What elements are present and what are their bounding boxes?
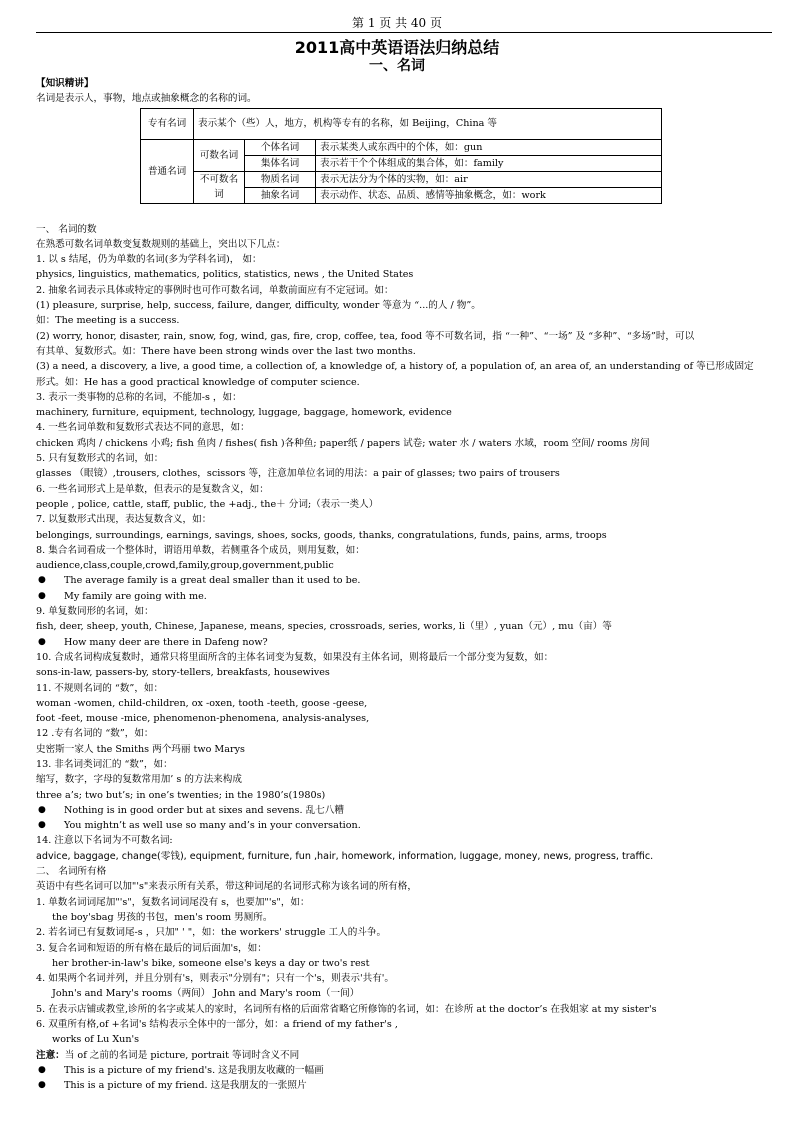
text-line: foot -feet, mouse -mice, phenomenon-phenomena, analysis-analyses, [36,713,370,725]
text-line: audience,class,couple,crowd,family,group,government,public [36,560,334,572]
noun-type-desc: 表示某类人或东西中的个体，如：gun [316,139,662,155]
text-line: 10. 合成名词构成复数时，通常只将里面所含的主体名词变为复数，如果没有主体名词，则将最后一个部分变为复数，如： [36,651,554,663]
text-line: 4. 一些名词单数和复数形式表达不同的意思，如： [36,422,250,434]
text-line: 5. 在表示店铺或教堂,诊所的名字或某人的家时，名词所有格的后面常省略它所修饰的名词，如：在诊所 at the doctor’s 在我姐家 at my sister's [36,1003,657,1015]
text-line: 形式。如：He has a good practical knowledge of computer science. [36,376,360,388]
bullet-example: ● This is a picture of my friend's. 这是我朋友收藏的一幅画 [36,1063,776,1078]
noun-type-desc: 表示动作、状态、品质、感情等抽象概念，如：work [316,187,662,203]
text-line: John's and Mary's rooms（两间） John and Mary's room（一间） [52,988,360,1000]
noun-type-desc: 表示若干个个体组成的集合体，如：family [316,155,662,171]
bullet-example: ● How many deer are there in Dafeng now? [36,635,776,650]
text-line: physics, linguistics, mathematics, politics, statistics, news , the United States [36,269,414,281]
text-line: fish, deer, sheep, youth, Chinese, Japanese, means, species, crossroads, series, works, li（里）, yuan（元）, mu（亩）等 [36,621,612,633]
section-title: 一、名词 [369,58,425,74]
noun-type: 物质名词 [245,171,316,187]
text-line: 3. 表示一类事物的总称的名词，不能加-s ，如： [36,391,242,403]
text-line: belongings, surroundings, earnings, savings, shoes, socks, goods, thanks, congratulations, funds, pains, arms, troops [36,529,607,541]
intro-text: 名词是表示人，事物，地点或抽象概念的名称的词。 [36,93,257,105]
noun-type-desc: 表示无法分为个体的实物，如：air [316,171,662,187]
text-line: (1) pleasure, surprise, help, success, failure, danger, difficulty, wonder 等意为 “...的人 / 物”。 [36,300,481,312]
noun-type: 个体名词 [245,139,316,155]
bullet-example: ● My family are going with me. [36,589,776,604]
text-line: 13. 非名词类词汇的 “数”，如： [36,758,173,770]
text-line: 7. 以复数形式出现，表达复数含义，如： [36,514,212,526]
text-line: machinery, furniture, equipment, technology, luggage, baggage, homework, evidence [36,407,452,419]
text-line: 2. 抽象名词表示具体或特定的事例时也可作可数名词，单数前面应有不定冠词。如： [36,284,394,296]
text-line: 9. 单复数同形的名词，如： [36,606,154,618]
document-title: 2011高中英语语法归纳总结 [294,38,500,57]
text-line: advice, baggage, change(零钱), equipment, furniture, fun ,hair, homework, information, luggage, money, news, progress, traffic. [36,850,654,862]
text-line: 史密斯一家人 the Smiths 两个玛丽 two Marys [36,743,245,755]
document-body [36,76,776,1094]
proper-noun-label: 专有名词 [141,108,194,139]
bullet-example: ● Nothing is in good order but at sixes and sevens. 乱七八糟 [36,803,776,818]
text-line: 14. 注意以下名词为不可数名词: [36,835,173,847]
text-line: her brother-in-law's bike, someone else's keys a day or two's rest [52,957,370,969]
text-line: glasses （眼镜）,trousers, clothes，scissors 等，注意加单位名词的用法：a pair of glasses; two pairs of trousers [36,468,560,480]
bullet-example: ● You mightn’t as well use so many and’s in your conversation. [36,818,776,833]
note-text: 当 of 之前的名词是 picture, portrait 等词时含义不同 [64,1049,300,1061]
page-header: 第 1 页 共 40 页 [352,16,442,30]
text-line: 11. 不规则名词的 “数”，如： [36,682,164,694]
header-rule [36,32,772,33]
common-noun-label: 普通名词 [141,139,194,203]
uncountable-label: 不可数名词 [194,171,245,203]
note-line [36,1048,776,1063]
noun-type: 抽象名词 [245,187,316,203]
text-line: 缩写，数字，字母的复数常用加’ s 的方法来构成 [36,774,242,786]
text-line: 12 .专有名词的 “数”，如： [36,728,154,740]
text-line: works of Lu Xun's [52,1034,140,1046]
text-line: 有其单、复数形式。如：There have been strong winds over the last two months. [36,345,416,357]
text-line: sons-in-law, passers-by, story-tellers, breakfasts, housewives [36,667,330,679]
text-line: 5. 只有复数形式的名词，如： [36,453,164,465]
bullet-example: ● This is a picture of my friend. 这是我朋友的一张照片 [36,1078,776,1093]
proper-noun-desc: 表示某个（些）人，地方，机构等专有的名称，如 Beijing，China 等 [194,108,662,139]
text-line: 6. 一些名词形式上是单数，但表示的是复数含义，如： [36,483,269,495]
heading-noun-number: 一、 名词的数 [36,223,97,235]
text-line: 6. 双重所有格,of +名词's 结构表示全体中的一部分，如：a friend of my father's , [36,1019,398,1031]
noun-type: 集体名词 [245,155,316,171]
note-label: 注意： [36,1049,65,1061]
text-line: 1. 单数名词词尾加"'s"，复数名词词尾没有 s，也要加"'s"，如： [36,896,310,908]
text-line: people , police, cattle, staff, public, the +adj., the＋ 分词;（表示一类人） [36,498,379,510]
text-line: 3. 复合名词和短语的所有格在最后的词后面加's，如： [36,942,267,954]
text-line: 如：The meeting is a success. [36,315,180,327]
text-line: 在熟悉可数名词单数变复数规则的基础上，突出以下几点： [36,238,286,250]
text-line: (2) worry, honor, disaster, rain, snow, fog, wind, gas, fire, crop, coffee, tea, food 等不可数名词，指 “一种”、“一场” 及 “多种”、“多场”时，可以 [36,330,695,342]
text-line: 1. 以 s 结尾，仍为单数的名词(多为学科名词)， 如： [36,254,262,266]
heading-possessive: 二、 名词所有格 [36,866,107,878]
text-line: 8. 集合名词看成一个整体时，谓语用单数，若侧重各个成员，则用复数，如： [36,544,365,556]
text-line: (3) a need, a discovery, a live, a good time, a collection of, a knowledge of, a history of, a population of, an area of, an understanding of 等已形成固定 [36,361,754,373]
noun-category-table [140,108,662,204]
bullet-example: ● The average family is a great deal smaller than it used to be. [36,573,776,588]
text-line: the boy'sbag 男孩的书包，men's room 男厕所。 [52,911,273,923]
text-line: 4. 如果两个名词并列，并且分别有's，则表示"分别有"；只有一个's，则表示'共有'。 [36,973,395,985]
text-line: woman -women, child-children, ox -oxen, tooth -teeth, goose -geese, [36,697,368,709]
text-line: 2. 若名词已有复数词尾-s ，只加" ' "，如：the workers' struggle 工人的斗争。 [36,927,387,939]
text-line: chicken 鸡肉 / chickens 小鸡; fish 鱼肉 / fishes( fish )各种鱼; paper纸 / papers 试卷; water 水 / waters 水域，room 空间/ rooms 房间 [36,437,650,449]
text-line: three a’s; two but’s; in one’s twenties; in the 1980’s(1980s) [36,789,326,801]
countable-label: 可数名词 [194,139,245,171]
text-line: 英语中有些名词可以加"'s"来表示所有关系，带这种词尾的名词形式称为该名词的所有格， [36,881,417,893]
knowledge-heading: 【知识精讲】 [36,78,94,89]
